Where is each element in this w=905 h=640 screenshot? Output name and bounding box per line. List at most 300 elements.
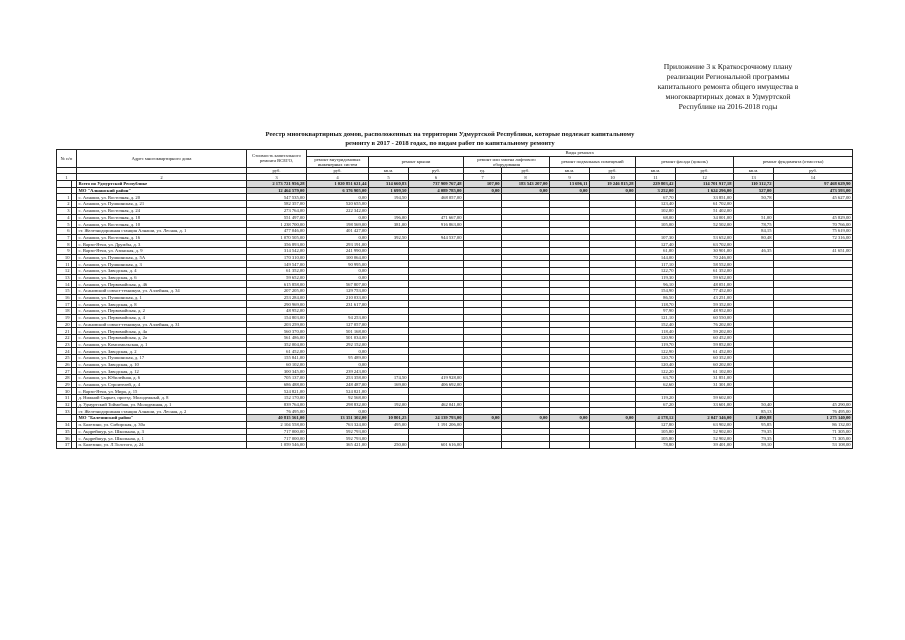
table-body xyxy=(57,181,853,449)
cell-addr: с. Андрейшур, ул. Школьная, д. 1 xyxy=(77,435,247,442)
cell-addr: с. Алнаши, ул. Заводская, д. 6 xyxy=(77,274,247,281)
cell-bq xyxy=(550,268,590,275)
cell-ur: 72 316,00 xyxy=(774,234,853,241)
cell-le xyxy=(464,334,502,341)
cell-le xyxy=(464,375,502,382)
cell-fr: 76 202,00 xyxy=(676,321,734,328)
cell-rq: 314 660,83 xyxy=(369,181,409,188)
cell-rr xyxy=(409,388,464,395)
cell-br xyxy=(590,308,636,315)
cell-ur: 70 766,00 xyxy=(774,221,853,228)
cell-uq xyxy=(734,207,774,214)
cell-lr xyxy=(502,368,550,375)
cell-cost: 76 495,00 xyxy=(247,408,307,415)
cell-le: 0,00 xyxy=(464,415,502,422)
cell-int: 0,00 xyxy=(307,408,369,415)
table-row xyxy=(57,334,853,341)
cell-le xyxy=(464,314,502,321)
cell-fq xyxy=(636,227,676,234)
cell-br xyxy=(590,375,636,382)
cell-uq: 85,13 xyxy=(734,408,774,415)
cell-fr: 77 452,00 xyxy=(676,288,734,295)
cell-bq xyxy=(550,321,590,328)
cell-ur xyxy=(774,361,853,368)
cell-uq: 1 490,88 xyxy=(734,415,774,422)
cell-fr: 63 702,00 xyxy=(676,241,734,248)
cell-addr: с. Алнаши, ул. Комсомольская, д. 1 xyxy=(77,341,247,348)
cell-bq xyxy=(550,241,590,248)
cell-rq: 10 801,25 xyxy=(369,415,409,422)
cell-cost: 582 357,00 xyxy=(247,201,307,208)
cell-fr: 63 902,00 xyxy=(676,421,734,428)
table-row xyxy=(57,254,853,261)
cell-cost: 686 488,00 xyxy=(247,381,307,388)
cell-int: 763 324,00 xyxy=(307,421,369,428)
cell-lr xyxy=(502,428,550,435)
table-row xyxy=(57,314,853,321)
colnum-cell: 12 xyxy=(676,174,734,181)
table-row xyxy=(57,247,853,254)
cell-le xyxy=(464,268,502,275)
cell-fr: 70 246,00 xyxy=(676,254,734,261)
cell-le xyxy=(464,401,502,408)
cell-bq xyxy=(550,227,590,234)
unit-cell: руб. xyxy=(676,167,734,174)
cell-lr xyxy=(502,221,550,228)
cell-rr: 24 139 793,00 xyxy=(409,415,464,422)
cell-addr: с. Алнаши, ул. Заводская, д. 10 xyxy=(77,361,247,368)
cell-addr: п. Балезино, ул. Л.Толстого, д. 24 xyxy=(77,441,247,448)
cell-addr: с. Алнаши, ул. Пушкинская, д. 17 xyxy=(77,354,247,361)
cell-n: 16 xyxy=(57,294,72,301)
cell-le xyxy=(464,241,502,248)
cell-ur xyxy=(774,368,853,375)
cell-fq: 107,30 xyxy=(636,234,676,241)
cell-addr: с. Алнаши, ул. Юбилейная, д. 6 xyxy=(77,375,247,382)
cell-rr xyxy=(409,227,464,234)
table-row xyxy=(57,368,853,375)
cell-cost: 170 310,00 xyxy=(247,254,307,261)
cell-int: 100 064,00 xyxy=(307,254,369,261)
cell-cost: 152 170,00 xyxy=(247,395,307,402)
cell-fq: 105,80 xyxy=(636,428,676,435)
cell-fq: 63,70 xyxy=(636,375,676,382)
cell-n: 23 xyxy=(57,341,72,348)
cell-uq xyxy=(734,314,774,321)
cell-le xyxy=(464,301,502,308)
cell-ur xyxy=(774,281,853,288)
cell-uq xyxy=(734,241,774,248)
cell-fq: 96,10 xyxy=(636,281,676,288)
cell-rq: 1 699,50 xyxy=(369,187,409,194)
cell-rq xyxy=(369,308,409,315)
cell-n: 27 xyxy=(57,368,72,375)
cell-br xyxy=(590,247,636,254)
cell-uq: 50,40 xyxy=(734,401,774,408)
cell-le xyxy=(464,381,502,388)
cell-le xyxy=(464,388,502,395)
cell-bq xyxy=(550,328,590,335)
cell-rq xyxy=(369,227,409,234)
header-foundation: ремонт фундамента (отмостка) xyxy=(734,156,853,167)
cell-cost: 615 858,00 xyxy=(247,281,307,288)
cell-n: 26 xyxy=(57,361,72,368)
cell-lr xyxy=(502,408,550,415)
cell-bq: 0,00 xyxy=(550,187,590,194)
colnum-cell: 4 xyxy=(307,174,369,181)
cell-rq xyxy=(369,261,409,268)
cell-fq: 119,30 xyxy=(636,274,676,281)
cell-fr: 48 051,00 xyxy=(676,281,734,288)
table-row xyxy=(57,435,853,442)
cell-rq xyxy=(369,354,409,361)
colnum-cell: 14 xyxy=(774,174,853,181)
table-row xyxy=(57,421,853,428)
cell-bq xyxy=(550,368,590,375)
cell-uq xyxy=(734,294,774,301)
cell-rq xyxy=(369,254,409,261)
cell-uq: 527,00 xyxy=(734,187,774,194)
cell-n: 28 xyxy=(57,375,72,382)
cell-lr xyxy=(502,354,550,361)
table-row xyxy=(57,301,853,308)
cell-br xyxy=(590,361,636,368)
cell-bq xyxy=(550,388,590,395)
cell-n xyxy=(57,187,72,194)
cell-addr: с. Варзи-Ятчи, ул. Дружбы, д. 3 xyxy=(77,241,247,248)
cell-ur: 97 468 629,90 xyxy=(774,181,853,188)
cell-lr xyxy=(502,435,550,442)
cell-rr xyxy=(409,354,464,361)
cell-cost: 717 000,00 xyxy=(247,435,307,442)
cell-rq xyxy=(369,341,409,348)
cell-ur xyxy=(774,261,853,268)
cell-fq: 127,80 xyxy=(636,421,676,428)
cell-ur xyxy=(774,314,853,321)
unit-cell: руб. xyxy=(774,167,853,174)
subtotal-row xyxy=(57,187,853,194)
cell-int: 567 807,00 xyxy=(307,281,369,288)
cell-uq: 79,35 xyxy=(734,435,774,442)
cell-int: 292 152,00 xyxy=(307,341,369,348)
cell-bq xyxy=(550,361,590,368)
cell-br xyxy=(590,268,636,275)
cell-uq xyxy=(734,348,774,355)
cell-rr xyxy=(409,334,464,341)
unit-cell: руб. xyxy=(247,167,307,174)
cell-br xyxy=(590,288,636,295)
cell-n: 12 xyxy=(57,268,72,275)
table-row xyxy=(57,348,853,355)
cell-br xyxy=(590,441,636,448)
appendix-note xyxy=(628,62,828,112)
cell-int: 94 253,00 xyxy=(307,314,369,321)
cell-addr: с. Алнаши, ул. Восточная, д. 16 xyxy=(77,234,247,241)
cell-n: 30 xyxy=(57,388,72,395)
cell-lr xyxy=(502,381,550,388)
cell-n: 13 xyxy=(57,274,72,281)
cell-cost: 149 547,00 xyxy=(247,261,307,268)
cell-rq xyxy=(369,395,409,402)
cell-cost: 717 000,00 xyxy=(247,428,307,435)
cell-ur: 45 290,00 xyxy=(774,401,853,408)
cell-le xyxy=(464,207,502,214)
cell-rq: 196,00 xyxy=(369,214,409,221)
cell-ur xyxy=(774,395,853,402)
cell-fr: 39 401,00 xyxy=(676,441,734,448)
cell-rr: 468 057,00 xyxy=(409,194,464,201)
cell-rq: 169,00 xyxy=(369,381,409,388)
cell-addr: МО "Балезинский район" xyxy=(77,415,247,422)
cell-fr: 51 402,00 xyxy=(676,207,734,214)
cell-ur xyxy=(774,321,853,328)
cell-le xyxy=(464,227,502,234)
cell-le xyxy=(464,234,502,241)
header-lift: ремонт или замена лифтового оборудования xyxy=(464,156,550,167)
cell-int: 95 489,00 xyxy=(307,354,369,361)
cell-ur xyxy=(774,207,853,214)
cell-rq xyxy=(369,274,409,281)
cell-br xyxy=(590,334,636,341)
cell-addr: с. Алнаши, ул. Заводская, д. 4 xyxy=(77,268,247,275)
cell-addr: с. Алнаши, ул. Строителей, д. 4 xyxy=(77,381,247,388)
cell-rq: 192,00 xyxy=(369,401,409,408)
cell-n: 19 xyxy=(57,314,72,321)
cell-fq: 97,90 xyxy=(636,308,676,315)
cell-ur: 86 132,00 xyxy=(774,421,853,428)
cell-ur xyxy=(774,375,853,382)
cell-fq: 120,90 xyxy=(636,334,676,341)
cell-fr: 59 352,00 xyxy=(676,301,734,308)
cell-n: 14 xyxy=(57,281,72,288)
cell-cost: 560 370,00 xyxy=(247,328,307,335)
cell-bq xyxy=(550,334,590,341)
cell-fq: 62,60 xyxy=(636,381,676,388)
cell-uq xyxy=(734,308,774,315)
colnum-cell: 1 xyxy=(57,174,77,181)
cell-lr xyxy=(502,388,550,395)
cell-int: 241 990,00 xyxy=(307,247,369,254)
cell-rq xyxy=(369,388,409,395)
registry-table xyxy=(56,149,853,449)
cell-fr: 30 901,00 xyxy=(676,247,734,254)
cell-lr xyxy=(502,314,550,321)
cell-rr xyxy=(409,435,464,442)
cell-bq xyxy=(550,428,590,435)
cell-fq: 122,20 xyxy=(636,368,676,375)
cell-uq xyxy=(734,301,774,308)
cell-bq xyxy=(550,254,590,261)
cell-ur xyxy=(774,268,853,275)
cell-addr: с. Варзи-Ятчи, ул. Мира, д. 15 xyxy=(77,388,247,395)
cell-cost: 2 173 721 956,28 xyxy=(247,181,307,188)
cell-addr: с. Алнаши, ул. Первомайская, д. 4 xyxy=(77,314,247,321)
cell-n: 22 xyxy=(57,334,72,341)
cell-fr: 52 902,00 xyxy=(676,435,734,442)
cell-br xyxy=(590,381,636,388)
cell-uq: 46,35 xyxy=(734,247,774,254)
cell-rq xyxy=(369,334,409,341)
cell-uq xyxy=(734,361,774,368)
cell-ur xyxy=(774,348,853,355)
table-row xyxy=(57,428,853,435)
cell-lr xyxy=(502,214,550,221)
cell-lr xyxy=(502,348,550,355)
table-row xyxy=(57,375,853,382)
cell-int: 0,00 xyxy=(307,194,369,201)
cell-int: 0,00 xyxy=(307,268,369,275)
cell-ur xyxy=(774,341,853,348)
cell-lr xyxy=(502,341,550,348)
cell-le xyxy=(464,214,502,221)
cell-rq: 174,50 xyxy=(369,375,409,382)
cell-addr: с. Алнаши, ул. Первомайская, д. 2а xyxy=(77,334,247,341)
cell-br xyxy=(590,354,636,361)
cell-addr: Всего по Удмуртской Республике xyxy=(77,181,247,188)
cell-lr xyxy=(502,268,550,275)
cell-n: 32 xyxy=(57,401,72,408)
table-row xyxy=(57,381,853,388)
cell-rr xyxy=(409,247,464,254)
cell-int: 524 821,00 xyxy=(307,388,369,395)
cell-fq: 67,20 xyxy=(636,401,676,408)
cell-rr xyxy=(409,207,464,214)
table-row xyxy=(57,227,853,234)
cell-cost: 352 004,00 xyxy=(247,341,307,348)
cell-int: 298 832,00 xyxy=(307,401,369,408)
cell-br: 0,00 xyxy=(590,415,636,422)
cell-fq: 119,20 xyxy=(636,395,676,402)
cell-ur xyxy=(774,241,853,248)
cell-uq xyxy=(734,281,774,288)
cell-bq xyxy=(550,341,590,348)
cell-n: 29 xyxy=(57,381,72,388)
cell-ur xyxy=(774,294,853,301)
cell-cost: 1 238 700,00 xyxy=(247,221,307,228)
cell-addr: с. Алнаши, ул. Восточная, д. 10 xyxy=(77,221,247,228)
cell-fq: 152,40 xyxy=(636,321,676,328)
cell-fr: 43 251,00 xyxy=(676,294,734,301)
cell-rr: 471 667,00 xyxy=(409,214,464,221)
table-row xyxy=(57,308,853,315)
cell-lr xyxy=(502,207,550,214)
cell-rr: 1 191 206,00 xyxy=(409,421,464,428)
title-line: ремонту в 2017 - 2018 годах, по видам работ по капитальному ремонту xyxy=(345,140,555,147)
cell-uq xyxy=(734,261,774,268)
cell-n: 21 xyxy=(57,328,72,335)
cell-bq xyxy=(550,401,590,408)
cell-lr xyxy=(502,201,550,208)
table-row xyxy=(57,274,853,281)
cell-addr: с. Алнаши, ул. Пушкинская, д. 5А xyxy=(77,254,247,261)
cell-fq: 86,50 xyxy=(636,294,676,301)
cell-le xyxy=(464,201,502,208)
unit-cell: кв.м. xyxy=(636,167,676,174)
cell-fr xyxy=(676,408,734,415)
cell-rr xyxy=(409,408,464,415)
cell-le xyxy=(464,321,502,328)
cell-n: 4 xyxy=(57,214,72,221)
cell-lr xyxy=(502,194,550,201)
cell-le xyxy=(464,428,502,435)
cell-addr: п. Балезино, ул. Сибирская, д. 30а xyxy=(77,421,247,428)
cell-addr: с. Алнаши, ул. Пушкинская, д. 21 xyxy=(77,201,247,208)
cell-fq: 117,10 xyxy=(636,261,676,268)
cell-br xyxy=(590,395,636,402)
cell-fq: 144,00 xyxy=(636,254,676,261)
cell-int: 0,00 xyxy=(307,274,369,281)
cell-br xyxy=(590,341,636,348)
cell-le xyxy=(464,254,502,261)
cell-rr: 406 692,00 xyxy=(409,381,464,388)
cell-cost: 290 969,00 xyxy=(247,301,307,308)
cell-fr: 33 851,00 xyxy=(676,194,734,201)
cell-uq: 50,78 xyxy=(734,194,774,201)
cell-uq xyxy=(734,354,774,361)
header-roof: ремонт крыши xyxy=(369,156,464,167)
cell-int: 401 427,00 xyxy=(307,227,369,234)
cell-cost: 524 821,00 xyxy=(247,388,307,395)
cell-lr xyxy=(502,254,550,261)
cell-rr xyxy=(409,361,464,368)
cell-uq: 78,75 xyxy=(734,221,774,228)
cell-int: 129 753,00 xyxy=(307,288,369,295)
cell-ur xyxy=(774,354,853,361)
cell-fr: 61 102,00 xyxy=(676,368,734,375)
cell-fr: 1 624 296,00 xyxy=(676,187,734,194)
cell-rr xyxy=(409,428,464,435)
cell-n: 31 xyxy=(57,395,72,402)
cell-addr: с. Алнаши, ул. Первомайская, д. 4а xyxy=(77,328,247,335)
cell-addr: с. Алнаши, ул. Пушкинская, д. 3 xyxy=(77,261,247,268)
cell-le xyxy=(464,435,502,442)
cell-ur xyxy=(774,328,853,335)
header-num: № п/п xyxy=(57,150,77,168)
cell-addr: с. Алнаши, ул. Заводская, д. 12 xyxy=(77,368,247,375)
cell-rq xyxy=(369,301,409,308)
cell-addr: д. Удмуртский Тоймобаш, ул. Молодежная, д. 1 xyxy=(77,401,247,408)
cell-br xyxy=(590,294,636,301)
cell-n: 17 xyxy=(57,301,72,308)
unit-cell: кв.м. xyxy=(734,167,774,174)
cell-uq xyxy=(734,328,774,335)
cell-ur: 45 627,00 xyxy=(774,194,853,201)
title-line: Реестр многоквартирных домов, расположенных на территории Удмуртской Республики, которые подлежат капитальному xyxy=(265,131,635,138)
cell-fr: 2 047 346,00 xyxy=(676,415,734,422)
appendix-line: Приложение 3 к Краткосрочному плану xyxy=(663,62,793,71)
header-internal: ремонт внутридомовых инженерных систем xyxy=(307,156,369,167)
cell-rr: 737 909 767,48 xyxy=(409,181,464,188)
cell-lr xyxy=(502,281,550,288)
cell-uq: 51,00 xyxy=(734,214,774,221)
cell-ur: 1 275 140,00 xyxy=(774,415,853,422)
cell-int xyxy=(307,308,369,315)
colnum-cell: 8 xyxy=(502,174,550,181)
cell-rr: 419 928,00 xyxy=(409,375,464,382)
cell-rr xyxy=(409,314,464,321)
cell-le xyxy=(464,294,502,301)
cell-bq xyxy=(550,281,590,288)
cell-uq xyxy=(734,388,774,395)
cell-rq xyxy=(369,281,409,288)
cell-addr: с. Алнаши, ул. Пушкинская, д. 1 xyxy=(77,294,247,301)
colnum-cell: 7 xyxy=(464,174,502,181)
cell-lr xyxy=(502,421,550,428)
cell-le xyxy=(464,441,502,448)
cell-int: 198 569,00 xyxy=(307,221,369,228)
table-row xyxy=(57,268,853,275)
cell-bq xyxy=(550,348,590,355)
